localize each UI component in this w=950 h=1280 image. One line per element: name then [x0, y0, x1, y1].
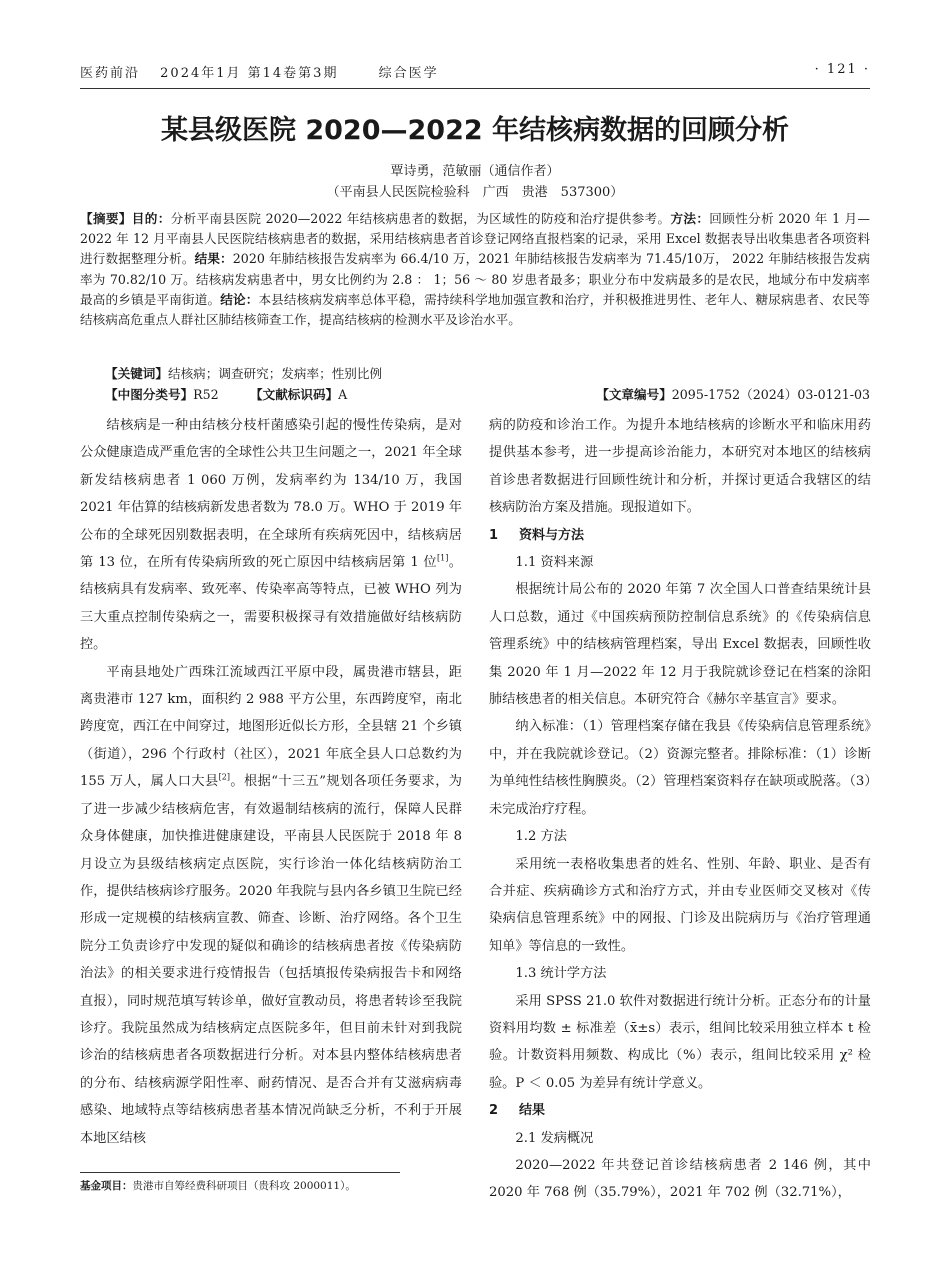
section-title: 结果: [519, 1103, 546, 1119]
conclusion-text: 本县结核病发病率总体平稳，需持续科学地加强宣教和治疗，并积极推进男性、老年人、糖尿病患者、农民等结核病高危重点人群社区肺结核筛查工作，提高结核病的检测水平及诊治水平。: [80, 291, 871, 328]
subsection-heading-1-2: 1.2 方法: [515, 829, 567, 845]
funding-label: 基金项目：: [80, 1180, 133, 1192]
classification: [105, 384, 250, 403]
keywords-label: 【关键词】: [105, 366, 168, 381]
article-number: [596, 384, 870, 403]
section-heading-1: [489, 522, 871, 549]
article-number-label: 【文章编号】: [596, 387, 672, 402]
left-column: [80, 412, 462, 1152]
paragraph-text: 平南县地处广西珠江流域西江平原中段，属贵港市辖县，距离贵港市 127 km，面积约 2 988 平方公里，东西跨度窄，南北跨度宽，西江在中间穿过，地图形近似长方形，全县辖 21 个乡镇（街道），296 个行政村（社区），2021 年底全县人口总数约为 155 万人，属人口大县: [80, 664, 462, 790]
paragraph: 2020—2022 年共登记首诊结核病患者 2 146 例，其中 2020 年 768 例（35.79%），2021 年 702 例（32.71%），: [489, 1157, 871, 1201]
journal-info: [80, 62, 453, 84]
keywords: [80, 363, 870, 382]
keywords-text: 结核病；调查研究；发病率；性别比例: [167, 366, 383, 381]
paragraph-text: 。结核病具有发病率、致死率、传染率高等特点，已被 WHO 列为三大重点控制传染病之一，需要积极探寻有效措施做好结核病防控。: [80, 555, 462, 653]
abstract-label: 【摘要】: [80, 211, 132, 226]
footnote-divider: [80, 1172, 400, 1173]
page-number: · 121 ·: [814, 62, 870, 77]
running-header: [80, 62, 870, 84]
conclusion-label: 结论：: [220, 291, 259, 307]
classification-code: R52: [193, 387, 219, 402]
classification-row: [80, 384, 870, 403]
article-title: 某县级医院 2020—2022 年结核病数据的回顾分析: [160, 115, 790, 146]
paragraph-text: 结核病是一种由结核分枝杆菌感染引起的慢性传染病，是对公众健康造成严重危害的全球性公共卫生问题之一，2021 年全球新发结核病患者 1 060 万例，发病率约为 134/10 万，我国 2021 年估算的结核病新发患者数为 78.0 万。WHO 于 2019 年公布的全球死因别数据表明，在全球所有疾病死因中，结核病居第 13 位，在所有传染病所致的死亡原因中结核病居第 1 位: [80, 418, 462, 571]
method-label: 方法：: [670, 211, 710, 226]
objective-label: 目的：: [131, 211, 171, 226]
article-authors: 覃诗勇，范敏丽（通信作者）: [390, 164, 560, 179]
paragraph: 纳入标准：（1）管理档案存储在我县《传染病信息管理系统》中，并在我院就诊登记。（2）资源完整者。排除标准：（1）诊断为单纯性结核性胸膜炎。（2）管理档案资料存在缺项或脱落。（3）未完成治疗疗程。: [489, 719, 871, 817]
result-label: 结果：: [194, 251, 233, 267]
classification-label: 【中图分类号】: [105, 387, 194, 402]
result-text: 2020 年肺结核报告发病率为 66.4/10 万，2021 年肺结核报告发病率为 71.45/10万， 2022 年肺结核报告发病率为 70.82/10 万。结核病发病患者中，男女比例约为 2.8 ： 1；56 ～ 80 岁患者最多；职业分布中发病最多的是农民，地域分布中发病率最高的乡镇是平南街道。: [80, 251, 871, 307]
section-number: 2: [489, 1103, 499, 1119]
method-text: 回顾性分析 2020 年 1 月—2022 年 12 月平南县人民医院结核病患者的数据，采用结核病患者首诊登记网络直报档案的记录，采用 Excel 数据表导出收集患者各项资料进行数据整理分析。: [80, 211, 871, 267]
paragraph: 采用 SPSS 21.0 软件对数据进行统计分析。正态分布的计量资料用均数 ± 标准差（x̄±s）表示，组间比较采用独立样本 t 检验。计数资料用频数、构成比（%）表示，组间比较采用 χ² 检验。P ＜ 0.05 为差异有统计学意义。: [489, 993, 871, 1091]
author-affiliation: （平南县人民医院检验科 广西 贵港 537300）: [326, 185, 624, 200]
section-heading-2: [489, 1097, 871, 1124]
reference-1[interactable]: [1]: [437, 553, 449, 563]
doc-code-label: 【文献标识码】: [250, 387, 339, 402]
right-column: [489, 412, 871, 1207]
section-number: 1: [489, 527, 499, 543]
funding-text: 贵港市自筹经费科研项目（贵科攻 2000011）。: [132, 1180, 356, 1192]
journal-issue: 2024年1月 第14卷第3期: [160, 66, 339, 81]
paragraph: 根据统计局公布的 2020 年第 7 次全国人口普查结果统计县人口总数，通过《中国疾病预防控制信息系统》的《传染病信息管理系统》中的结核病管理档案，导出 Excel 数据表，回顾性收集 2020 年 1 月—2022 年 12 月于我院就诊登记在档案的涂阳肺结核患者的相关信息。本研究符合《赫尔辛基宣言》要求。: [489, 582, 871, 708]
doc-code-value: A: [338, 387, 348, 402]
reference-2[interactable]: [2]: [218, 772, 230, 782]
paragraph-text: 。根据“十三五”规划各项任务要求，为了进一步减少结核病危害，有效遏制结核病的流行，保障人民群众身体健康，加快推进健康建设，平南县人民医院于 2018 年 8 月设立为县级结核病定点医院，实行诊治一体化结核病防治工作，提供结核病诊疗服务。2020 年我院与县内各乡镇卫生院已经形成一定规模的结核病宣教、筛查、诊断、治疗网络。各个卫生院分工负责诊疗中发现的疑似和确诊的结核病患者按《传染病防治法》的相关要求进行疫情报告（包括填报传染病报告卡和网络直报），同时规范填写转诊单，做好宣教动员，将患者转诊至我院诊疗。我院虽然成为结核病定点医院多年，但目前未针对到我院诊治的结核病患者各项数据进行分析。对本县内整体结核病患者的分布、结核病源学阳性率、耐药情况、是否合并有艾滋病病毒感染、地域特点等结核病患者基本情况尚缺乏分析，不利于开展本地区结核: [80, 774, 462, 1146]
funding-note: [80, 1178, 356, 1193]
subsection-heading-1-1: 1.1 资料来源: [515, 555, 594, 571]
paragraph: 病的防疫和诊治工作。为提升本地结核病的诊断水平和临床用药提供基本参考，进一步提高诊治能力，本研究对本地区的结核病首诊患者数据进行回顾性统计和分析，并探讨更适合我辖区的结核病防治方案及措施。现报道如下。: [489, 418, 871, 516]
doc-code: [250, 384, 347, 403]
article-number-value: 2095-1752（2024）03-0121-03: [671, 387, 870, 402]
subsection-heading-1-3: 1.3 统计学方法: [515, 966, 607, 982]
journal-section: 综合医学: [378, 66, 439, 81]
paragraph: [80, 412, 462, 659]
subsection-heading-2-1: 2.1 发病概况: [515, 1130, 594, 1146]
objective-text: 分析平南县医院 2020—2022 年结核病患者的数据，为区域性的防疫和治疗提供参考。: [170, 211, 671, 226]
section-title: 资料与方法: [519, 527, 585, 543]
paragraph: [80, 659, 462, 1152]
paragraph: 采用统一表格收集患者的姓名、性别、年龄、职业、是否有合并症、疾病确诊方式和治疗方式，并由专业医师交叉核对《传染病信息管理系统》中的网报、门诊及出院病历与《治疗管理通知单》等信息的一致性。: [489, 856, 871, 954]
header-divider: [80, 88, 870, 89]
journal-name: 医药前沿: [80, 66, 141, 81]
abstract: [80, 209, 870, 330]
